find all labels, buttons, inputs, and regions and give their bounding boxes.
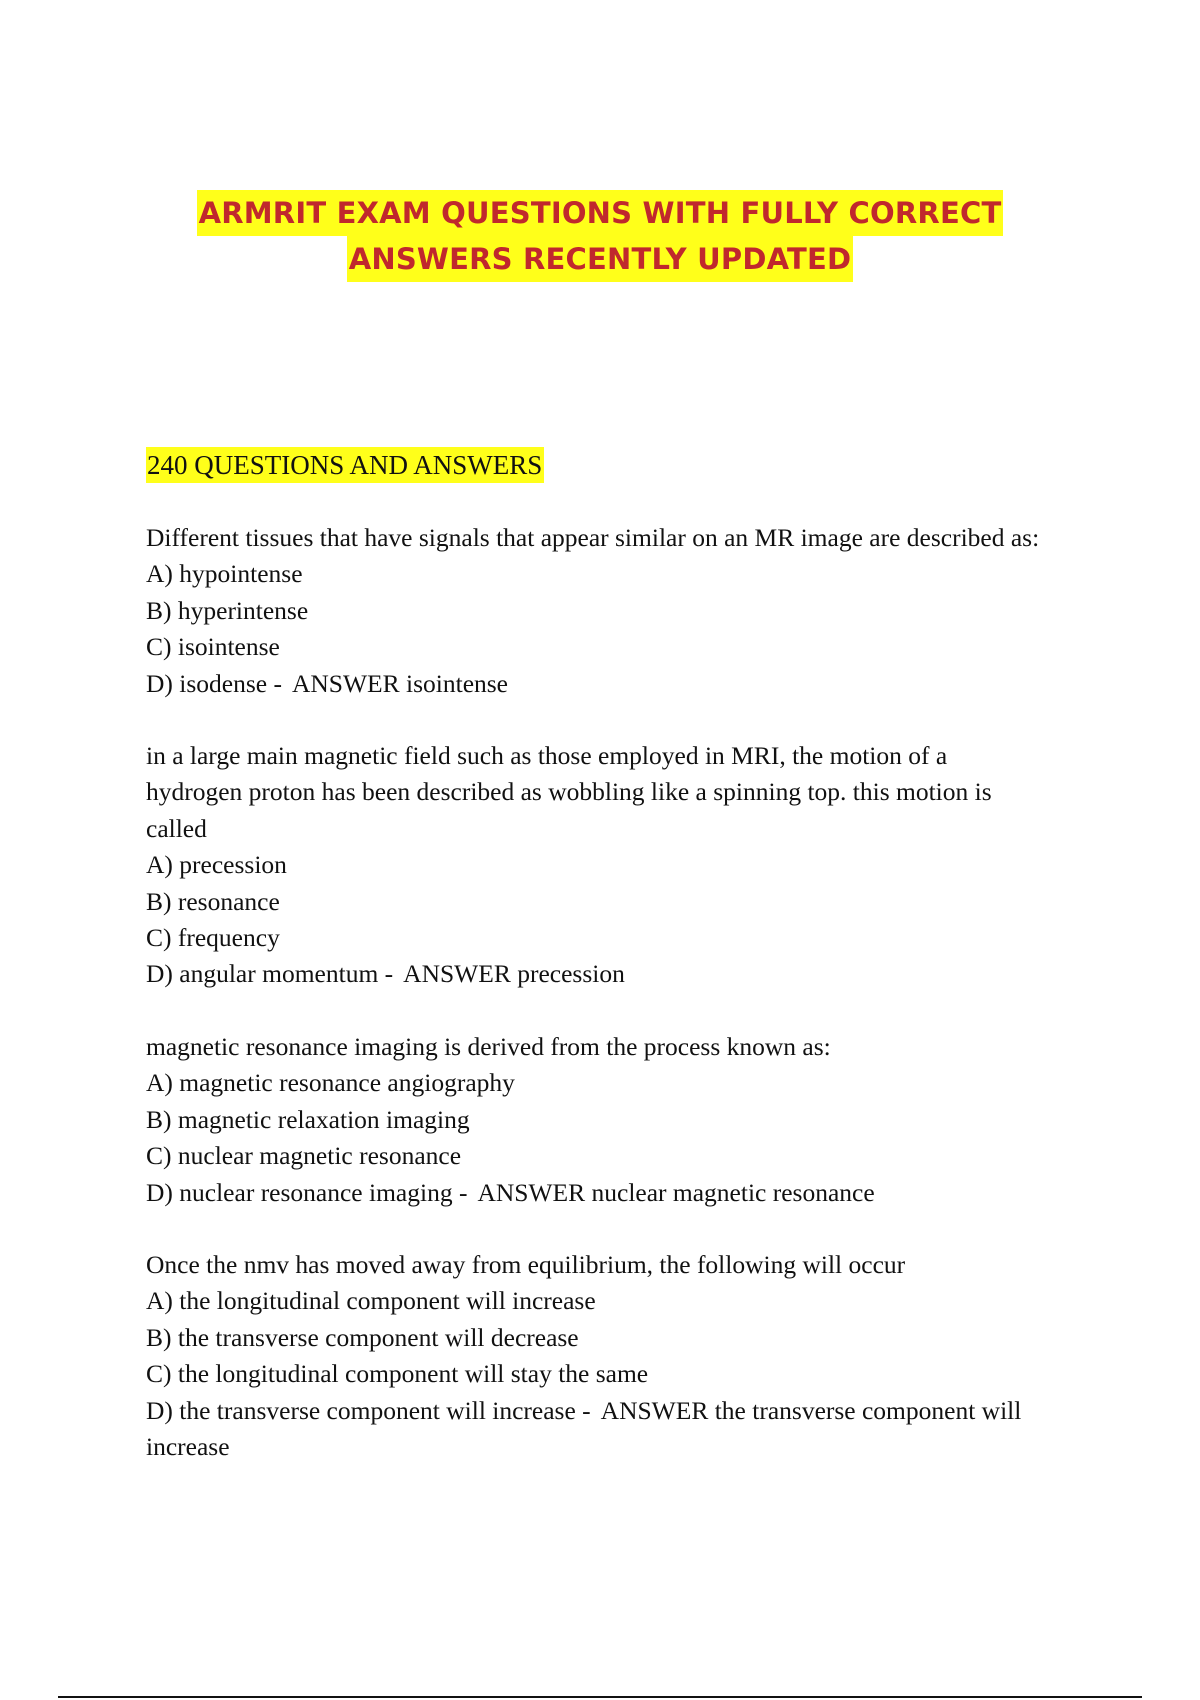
page-bottom-divider bbox=[58, 1696, 1142, 1698]
question-stem: in a large main magnetic field such as those employed in MRI, the motion of a hydrogen proton has been described as wobbling like a spinning top. this motion is called bbox=[146, 741, 992, 843]
option-c: C) isointense bbox=[146, 632, 280, 662]
option-a: A) magnetic resonance angiography bbox=[146, 1068, 515, 1098]
option-b: B) resonance bbox=[146, 886, 280, 916]
option-b: B) magnetic relaxation imaging bbox=[146, 1104, 470, 1134]
option-a: A) the longitudinal component will increase bbox=[146, 1286, 596, 1316]
document-title bbox=[0, 190, 1200, 282]
answer-text: nuclear magnetic resonance bbox=[591, 1177, 875, 1207]
question-stem: Once the nmv has moved away from equilibrium, the following will occur bbox=[146, 1249, 906, 1279]
option-a: A) precession bbox=[146, 850, 287, 880]
option-b: B) the transverse component will decrease bbox=[146, 1322, 579, 1352]
question-count-heading: 240 QUESTIONS AND ANSWERS bbox=[146, 447, 544, 483]
option-c: C) nuclear magnetic resonance bbox=[146, 1141, 462, 1171]
question-stem: Different tissues that have signals that appear similar on an MR image are described as: bbox=[146, 523, 1040, 552]
answer-label: ANSWER bbox=[477, 1177, 586, 1207]
option-d-with-answer bbox=[146, 956, 1046, 992]
title-line-2: ANSWERS RECENTLY UPDATED bbox=[347, 236, 854, 282]
option-d: D) isodense - bbox=[146, 668, 282, 698]
question-item bbox=[146, 738, 1046, 993]
option-d-with-answer bbox=[146, 1393, 1046, 1466]
question-item bbox=[146, 1247, 1046, 1465]
question-stem: magnetic resonance imaging is derived from the process known as: bbox=[146, 1031, 831, 1061]
question-item bbox=[146, 520, 1046, 702]
question-item bbox=[146, 1029, 1046, 1211]
option-d: D) angular momentum - bbox=[146, 959, 394, 989]
option-d-with-answer bbox=[146, 1175, 1046, 1211]
answer-text: precession bbox=[517, 959, 625, 989]
title-line-1: ARMRIT EXAM QUESTIONS WITH FULLY CORRECT bbox=[197, 190, 1004, 236]
answer-text: isointense bbox=[406, 668, 509, 698]
answer-label: ANSWER bbox=[403, 959, 511, 989]
option-d: D) nuclear resonance imaging - bbox=[146, 1177, 468, 1207]
option-d-with-answer bbox=[146, 666, 1046, 702]
questions-list bbox=[146, 520, 1046, 1501]
option-b: B) hyperintense bbox=[146, 595, 309, 625]
answer-label: ANSWER bbox=[291, 668, 400, 698]
answer-label: ANSWER bbox=[600, 1395, 709, 1425]
option-c: C) frequency bbox=[146, 923, 280, 953]
option-c: C) the longitudinal component will stay the same bbox=[146, 1359, 649, 1389]
option-d: D) the transverse component will increase - bbox=[146, 1395, 591, 1425]
option-a: A) hypointense bbox=[146, 559, 303, 589]
answer-text: the transverse component will increase bbox=[146, 1395, 1022, 1461]
